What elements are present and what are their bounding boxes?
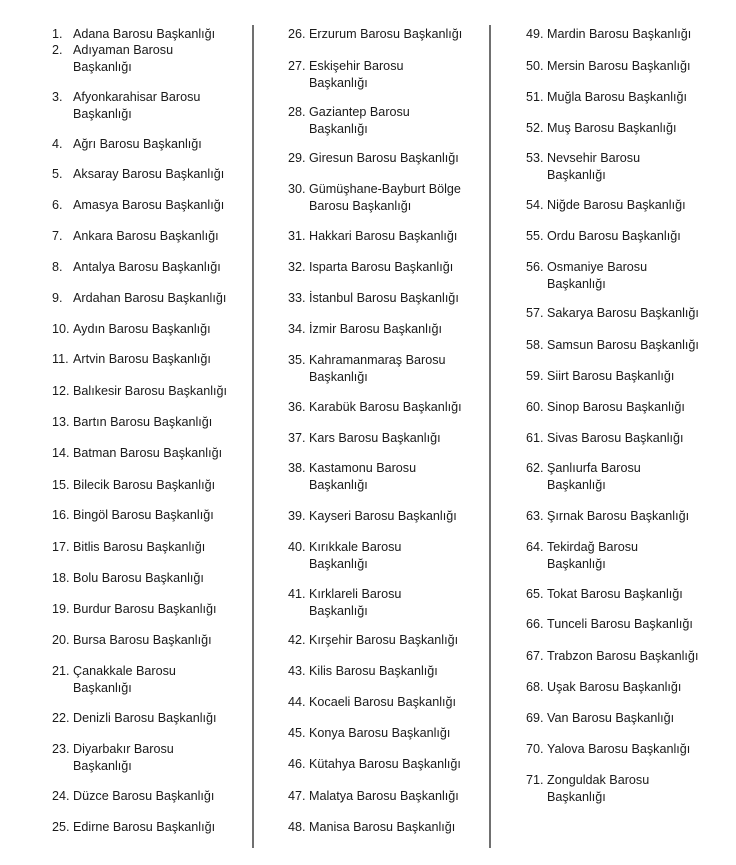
list-item-number: 42. — [288, 633, 306, 647]
list-item-number: 66. — [526, 617, 544, 631]
list-item-line: Mersin Barosu Başkanlığı — [547, 59, 691, 73]
list-item-line: Tunceli Barosu Başkanlığı — [547, 617, 693, 631]
list-item-number: 36. — [288, 400, 306, 414]
list-item-number: 32. — [288, 260, 306, 274]
list-item-name — [309, 725, 450, 742]
list-item-line: Başkanlığı — [309, 556, 368, 571]
list-item-number: 14. — [52, 446, 70, 460]
list-item-name — [309, 26, 462, 43]
list-item-name — [73, 788, 214, 805]
list-item-number: 25. — [52, 820, 70, 834]
list-item-line: Şanlıurfa Barosu — [547, 461, 641, 475]
list-item-line: Sinop Barosu Başkanlığı — [547, 400, 685, 414]
list-item-number: 19. — [52, 602, 70, 616]
list-item-line: Başkanlığı — [547, 477, 606, 492]
list-item-number: 23. — [52, 742, 70, 756]
list-item-number: 5. — [52, 167, 63, 181]
list-item-line: Erzurum Barosu Başkanlığı — [309, 27, 463, 41]
list-item-number: 13. — [52, 415, 70, 429]
list-item-name — [73, 414, 212, 431]
list-item-name — [547, 679, 681, 696]
list-item-name — [73, 42, 173, 75]
list-item-name — [309, 586, 401, 619]
list-item-line: Edirne Barosu Başkanlığı — [73, 820, 216, 834]
list-item-number: 59. — [526, 369, 544, 383]
list-item-number: 44. — [288, 695, 306, 709]
list-item-line: Ankara Barosu Başkanlığı — [73, 229, 219, 243]
list-item-line: Bartın Barosu Başkanlığı — [73, 415, 213, 429]
list-item-number: 60. — [526, 400, 544, 414]
list-item-line: Başkanlığı — [547, 556, 606, 571]
list-item-name — [309, 756, 461, 773]
list-item-name — [309, 58, 404, 91]
list-item-name — [309, 694, 456, 711]
list-item-line: Barosu Başkanlığı — [309, 198, 412, 213]
list-item-name — [309, 460, 416, 493]
list-item-line: Kars Barosu Başkanlığı — [309, 431, 441, 445]
list-item-number: 26. — [288, 27, 306, 41]
list-item-name — [309, 290, 459, 307]
list-item-line: Nevsehir Barosu — [547, 151, 641, 165]
list-item-name — [309, 399, 462, 416]
list-item-name — [73, 477, 215, 494]
list-item-number: 41. — [288, 587, 306, 601]
list-item-name — [73, 321, 211, 338]
list-item-line: Bitlis Barosu Başkanlığı — [73, 540, 206, 554]
list-item-line: Başkanlığı — [73, 59, 132, 74]
list-item-number: 53. — [526, 151, 544, 165]
list-item-line: Bursa Barosu Başkanlığı — [73, 633, 212, 647]
list-item-line: Samsun Barosu Başkanlığı — [547, 338, 699, 352]
list-item-name — [547, 337, 699, 354]
list-item-number: 4. — [52, 137, 63, 151]
list-item-line: Siirt Barosu Başkanlığı — [547, 369, 675, 383]
list-item-line: Osmaniye Barosu — [547, 260, 648, 274]
list-item-number: 71. — [526, 773, 544, 787]
list-item-name — [309, 788, 459, 805]
list-item-line: Kilis Barosu Başkanlığı — [309, 664, 438, 678]
list-item-name — [73, 290, 226, 307]
list-item-number: 70. — [526, 742, 544, 756]
list-item-line: Başkanlığı — [547, 789, 606, 804]
list-item-number: 18. — [52, 571, 70, 585]
list-item-line: Gaziantep Barosu — [309, 105, 410, 119]
list-item-name — [73, 383, 227, 400]
list-item-line: Adıyaman Barosu — [73, 43, 174, 57]
list-item-number: 17. — [52, 540, 70, 554]
list-item-name — [547, 58, 691, 75]
list-item-number: 57. — [526, 306, 544, 320]
list-item-line: Düzce Barosu Başkanlığı — [73, 789, 215, 803]
list-item-line: Amasya Barosu Başkanlığı — [73, 198, 225, 212]
list-item-name — [309, 321, 442, 338]
list-item-name — [547, 120, 677, 137]
list-item-line: İstanbul Barosu Başkanlığı — [309, 291, 459, 305]
list-item-line: Çanakkale Barosu — [73, 664, 176, 678]
list-item-line: Balıkesir Barosu Başkanlığı — [73, 384, 227, 398]
list-item-line: Başkanlığı — [309, 121, 368, 136]
list-item-line: Kayseri Barosu Başkanlığı — [309, 509, 457, 523]
list-item-number: 37. — [288, 431, 306, 445]
column-divider — [489, 25, 491, 848]
list-item-name — [73, 351, 211, 368]
list-item-line: Ardahan Barosu Başkanlığı — [73, 291, 227, 305]
list-item-name — [73, 539, 205, 556]
list-item-number: 38. — [288, 461, 306, 475]
list-item-name — [547, 197, 686, 214]
list-item-name — [547, 150, 640, 183]
list-item-number: 49. — [526, 27, 544, 41]
list-item-name — [547, 460, 641, 493]
list-item-number: 65. — [526, 587, 544, 601]
list-item-line: Başkanlığı — [73, 680, 132, 695]
list-item-name — [73, 228, 219, 245]
list-item-name — [309, 150, 459, 167]
list-item-number: 68. — [526, 680, 544, 694]
list-item-line: Sakarya Barosu Başkanlığı — [547, 306, 699, 320]
list-item-name — [73, 819, 215, 836]
list-item-number: 54. — [526, 198, 544, 212]
list-item-number: 12. — [52, 384, 70, 398]
list-item-line: Başkanlığı — [73, 758, 132, 773]
list-item-name — [547, 648, 698, 665]
list-item-number: 33. — [288, 291, 306, 305]
list-item-name — [73, 663, 176, 696]
list-item-number: 46. — [288, 757, 306, 771]
list-item-number: 8. — [52, 260, 63, 274]
list-item-line: Tekirdağ Barosu — [547, 540, 639, 554]
list-item-name — [73, 632, 212, 649]
list-item-line: Başkanlığı — [547, 167, 606, 182]
list-item-name — [547, 539, 638, 572]
list-item-line: Muş Barosu Başkanlığı — [547, 121, 677, 135]
list-item-line: Zonguldak Barosu — [547, 773, 650, 787]
list-item-number: 45. — [288, 726, 306, 740]
list-item-name — [73, 710, 217, 727]
list-item-line: Artvin Barosu Başkanlığı — [73, 352, 211, 366]
list-item-number: 16. — [52, 508, 70, 522]
list-item-number: 1. — [52, 27, 63, 41]
list-item-number: 51. — [526, 90, 544, 104]
list-item-name — [73, 89, 200, 122]
list-item-line: İzmir Barosu Başkanlığı — [309, 322, 442, 336]
list-item-name — [309, 430, 441, 447]
list-item-number: 20. — [52, 633, 70, 647]
list-item-number: 34. — [288, 322, 306, 336]
list-item-name — [73, 259, 221, 276]
list-item-number: 27. — [288, 59, 306, 73]
list-item-number: 31. — [288, 229, 306, 243]
list-item-line: Başkanlığı — [73, 106, 132, 121]
list-item-line: Tokat Barosu Başkanlığı — [547, 587, 683, 601]
list-item-name — [73, 26, 215, 43]
list-item-name — [547, 399, 685, 416]
list-item-number: 28. — [288, 105, 306, 119]
list-item-name — [309, 819, 455, 836]
list-item-number: 63. — [526, 509, 544, 523]
list-item-name — [547, 259, 647, 292]
list-item-name — [73, 136, 202, 153]
list-item-line: Kahramanmaraş Barosu — [309, 353, 446, 367]
list-item-number: 9. — [52, 291, 63, 305]
list-item-name — [73, 741, 174, 774]
list-item-number: 35. — [288, 353, 306, 367]
list-item-line: Gümüşhane-Bayburt Bölge — [309, 182, 461, 196]
list-item-line: Burdur Barosu Başkanlığı — [73, 602, 217, 616]
list-item-line: Başkanlığı — [547, 276, 606, 291]
list-item-name — [309, 181, 461, 214]
list-item-line: Kırklareli Barosu — [309, 587, 402, 601]
list-item-line: Niğde Barosu Başkanlığı — [547, 198, 686, 212]
list-item-name — [309, 259, 453, 276]
list-item-line: Malatya Barosu Başkanlığı — [309, 789, 459, 803]
list-item-name — [547, 741, 690, 758]
list-item-line: Aksaray Barosu Başkanlığı — [73, 167, 225, 181]
list-item-line: Hakkari Barosu Başkanlığı — [309, 229, 458, 243]
list-item-number: 48. — [288, 820, 306, 834]
list-item-line: Ağrı Barosu Başkanlığı — [73, 137, 202, 151]
list-item-name — [547, 430, 684, 447]
list-item-number: 52. — [526, 121, 544, 135]
list-item-number: 64. — [526, 540, 544, 554]
list-item-line: Sivas Barosu Başkanlığı — [547, 431, 684, 445]
list-item-line: Aydın Barosu Başkanlığı — [73, 322, 211, 336]
list-item-name — [547, 586, 683, 603]
list-item-name — [309, 663, 438, 680]
list-item-name — [547, 616, 693, 633]
list-item-number: 43. — [288, 664, 306, 678]
list-item-line: Batman Barosu Başkanlığı — [73, 446, 223, 460]
list-item-line: Ordu Barosu Başkanlığı — [547, 229, 681, 243]
list-item-number: 10. — [52, 322, 70, 336]
list-item-number: 2. — [52, 43, 63, 57]
list-item-name — [547, 508, 689, 525]
list-item-name — [547, 305, 699, 322]
list-item-line: Adana Barosu Başkanlığı — [73, 27, 216, 41]
list-item-line: Kırşehir Barosu Başkanlığı — [309, 633, 459, 647]
list-item-number: 22. — [52, 711, 70, 725]
list-item-line: Antalya Barosu Başkanlığı — [73, 260, 221, 274]
list-item-name — [309, 632, 458, 649]
list-item-line: Kırıkkale Barosu — [309, 540, 402, 554]
list-item-name — [309, 228, 457, 245]
list-item-line: Başkanlığı — [309, 369, 368, 384]
list-item-number: 40. — [288, 540, 306, 554]
list-item-line: Manisa Barosu Başkanlığı — [309, 820, 456, 834]
list-item-number: 69. — [526, 711, 544, 725]
list-item-number: 55. — [526, 229, 544, 243]
list-item-name — [309, 508, 457, 525]
list-item-number: 6. — [52, 198, 63, 212]
list-item-number: 7. — [52, 229, 63, 243]
list-item-number: 29. — [288, 151, 306, 165]
list-item-name — [73, 166, 224, 183]
list-item-line: Trabzon Barosu Başkanlığı — [547, 649, 699, 663]
list-item-line: Afyonkarahisar Barosu — [73, 90, 201, 104]
list-item-line: Denizli Barosu Başkanlığı — [73, 711, 217, 725]
list-item-name — [547, 368, 674, 385]
list-item-line: Başkanlığı — [309, 75, 368, 90]
list-item-line: Karabük Barosu Başkanlığı — [309, 400, 462, 414]
list-item-line: Mardin Barosu Başkanlığı — [547, 27, 692, 41]
list-item-line: Konya Barosu Başkanlığı — [309, 726, 451, 740]
list-item-line: Bingöl Barosu Başkanlığı — [73, 508, 214, 522]
list-item-name — [547, 26, 691, 43]
list-item-line: Giresun Barosu Başkanlığı — [309, 151, 459, 165]
list-item-name — [547, 772, 649, 805]
list-item-number: 30. — [288, 182, 306, 196]
list-item-number: 39. — [288, 509, 306, 523]
list-item-number: 3. — [52, 90, 63, 104]
list-item-name — [309, 352, 446, 385]
list-item-line: Yalova Barosu Başkanlığı — [547, 742, 691, 756]
list-item-number: 61. — [526, 431, 544, 445]
list-item-line: Van Barosu Başkanlığı — [547, 711, 675, 725]
list-item-line: Eskişehir Barosu — [309, 59, 404, 73]
list-item-line: Başkanlığı — [309, 477, 368, 492]
list-item-number: 56. — [526, 260, 544, 274]
list-item-number: 15. — [52, 478, 70, 492]
list-item-name — [547, 228, 681, 245]
column-divider — [252, 25, 254, 848]
list-item-number: 47. — [288, 789, 306, 803]
list-item-number: 24. — [52, 789, 70, 803]
list-item-line: Kocaeli Barosu Başkanlığı — [309, 695, 457, 709]
list-item-name — [73, 445, 222, 462]
list-item-line: Kastamonu Barosu — [309, 461, 417, 475]
list-item-name — [73, 197, 224, 214]
list-item-number: 11. — [52, 352, 69, 366]
list-item-name — [73, 601, 217, 618]
list-item-number: 62. — [526, 461, 544, 475]
list-item-line: Şırnak Barosu Başkanlığı — [547, 509, 690, 523]
list-item-name — [73, 507, 214, 524]
list-item-line: Uşak Barosu Başkanlığı — [547, 680, 682, 694]
list-item-name — [309, 104, 410, 137]
list-item-number: 58. — [526, 338, 544, 352]
list-item-line: Bilecik Barosu Başkanlığı — [73, 478, 216, 492]
list-item-line: Bolu Barosu Başkanlığı — [73, 571, 204, 585]
list-item-line: Başkanlığı — [309, 603, 368, 618]
list-item-name — [309, 539, 401, 572]
list-item-number: 21. — [52, 664, 70, 678]
list-item-name — [547, 89, 687, 106]
list-item-number: 50. — [526, 59, 544, 73]
list-item-line: Diyarbakır Barosu — [73, 742, 174, 756]
list-item-name — [73, 570, 204, 587]
list-item-number: 67. — [526, 649, 544, 663]
list-item-line: Muğla Barosu Başkanlığı — [547, 90, 688, 104]
list-item-line: Isparta Barosu Başkanlığı — [309, 260, 454, 274]
list-item-name — [547, 710, 674, 727]
list-item-line: Kütahya Barosu Başkanlığı — [309, 757, 461, 771]
